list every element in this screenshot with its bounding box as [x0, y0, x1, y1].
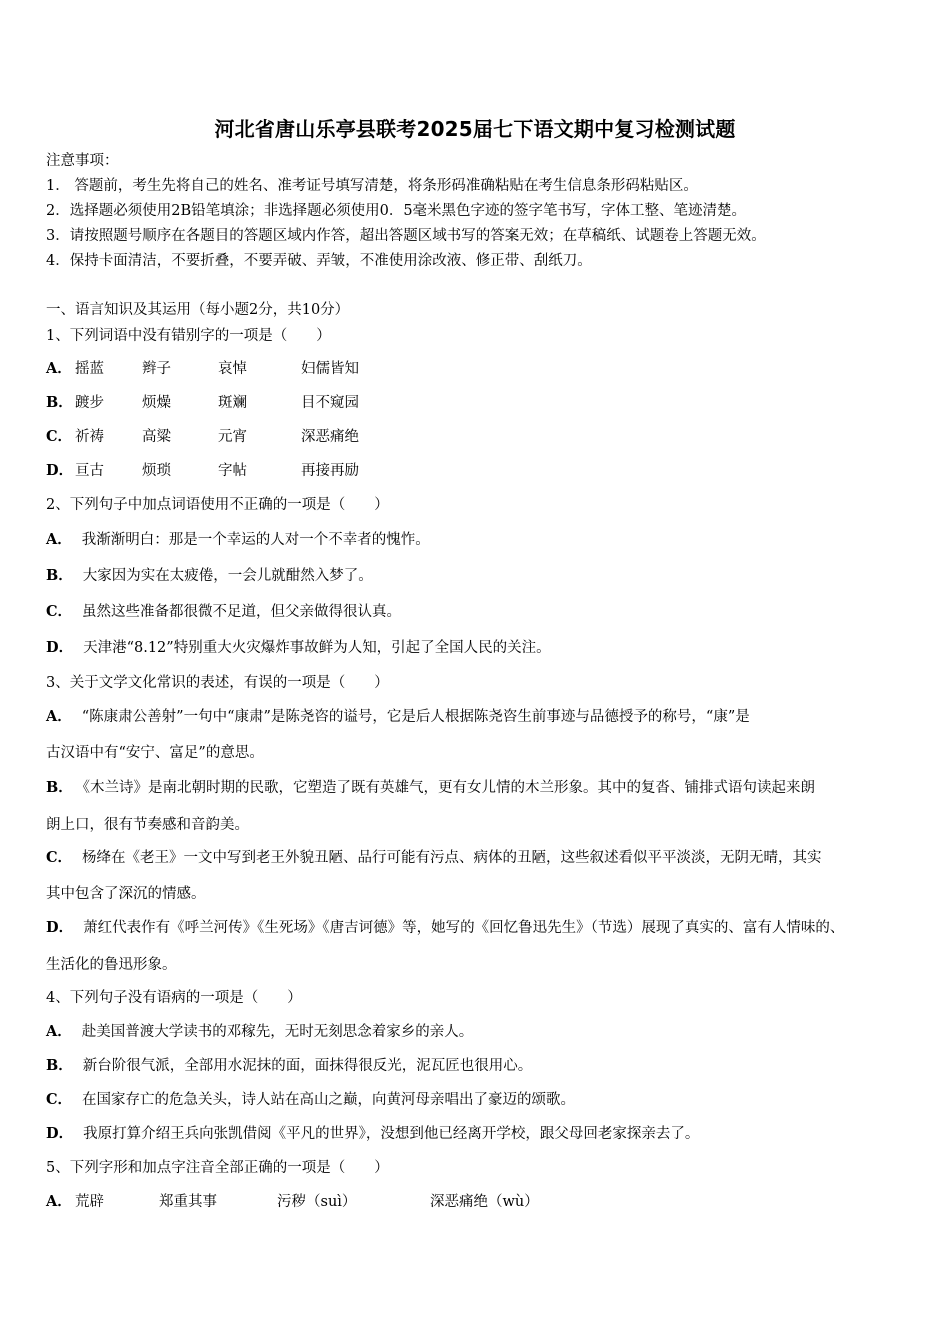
question-4-option-c: C． 在国家存亡的危急关头，诗人站在高山之巅，向黄河母亲唱出了豪迈的颂歌。 [46, 1091, 576, 1108]
question-2-option-c: C． 虽然这些准备都很微不足道，但父亲做得很认真。 [46, 603, 402, 620]
notice-item-3: 3．请按照题号顺序在各题目的答题区域内作答，超出答题区域书写的答案无效；在草稿纸、试题卷上答题无效。 [46, 228, 766, 244]
question-1-stem: 1、下列词语中没有错别字的一项是（ ） [46, 328, 331, 344]
section-heading: 一、语言知识及其运用（每小题2分，共10分） [46, 302, 350, 318]
notice-item-2: 2．选择题必须使用2B铅笔填涂；非选择题必须使用0．5毫米黑色字迹的签字笔书写，字体工整、笔迹清楚。 [46, 203, 747, 219]
question-4-option-d: D． 我原打算介绍王兵向张凯借阅《平凡的世界》，没想到他已经离开学校，跟父母回老家探亲去了。 [46, 1125, 700, 1142]
notice-item-1: 1． 答题前，考生先将自己的姓名、准考证号填写清楚，将条形码准确粘贴在考生信息条形码粘贴区。 [46, 178, 698, 194]
question-2-option-b: B． 大家因为实在太疲倦，一会儿就酣然入梦了。 [46, 567, 373, 584]
page-title: 河北省唐山乐亭县联考2025届七下语文期中复习检测试题 [214, 117, 736, 141]
question-2-stem: 2、下列句子中加点词语使用不正确的一项是（ ） [46, 497, 389, 513]
question-5-stem: 5、下列字形和加点字注音全部正确的一项是（ ） [46, 1160, 389, 1176]
question-3-stem: 3、关于文学文化常识的表述，有误的一项是（ ） [46, 675, 389, 691]
notice-heading: 注意事项： [46, 153, 119, 169]
question-2-option-a: A． 我渐渐明白：那是一个幸运的人对一个不幸者的愧怍。 [46, 531, 430, 548]
question-4-stem: 4、下列句子没有语病的一项是（ ） [46, 990, 302, 1006]
question-4-option-b: B． 新台阶很气派，全部用水泥抹的面，面抹得很反光，泥瓦匠也很用心。 [46, 1057, 533, 1074]
question-4-option-a: A． 赴美国普渡大学读书的邓稼先，无时无刻思念着家乡的亲人。 [46, 1023, 474, 1040]
question-2-option-d: D． 天津港“8.12”特别重大火灾爆炸事故鲜为人知，引起了全国人民的关注。 [46, 639, 551, 656]
notice-item-4: 4．保持卡面清洁，不要折叠，不要弄破、弄皱，不准使用涂改液、修正带、刮纸刀。 [46, 253, 592, 269]
exam-page: 河北省唐山乐亭县联考2025届七下语文期中复习检测试题 注意事项： 1． 答题前，考生先将自己的姓名、准考证号填写清楚，将条形码准确粘贴在考生信息条形码粘贴区。 2．选择题必须使用2B铅笔填涂；非选择题必须使用0．5毫米黑色字迹的签字笔书写，字体工整、笔迹清楚。 3．请按照题号顺序在各题目的答题区域内作答，超出答题区域书写的答案无效；在草稿纸、试题卷上答题无效。 4．保持卡面清洁，不要折叠，不要弄破、弄皱，不准使用涂改液、修正带、刮纸刀。 一、语言知识及其运用（每小题2分，共10分） 1、下列词语中没有错别字的一项是（ ） A． 摇蓝 辫子 哀悼 妇儒皆知 B． 踱步 烦燥 斑斓 目不窥园 C． 祈祷 高粱 元宵 深恶痛绝 D． 亘古 烦琐 字帖 再接再励 2、下列句子中加点词语使用不正确的一项是（ ） A． 我渐渐明白：那是一个幸运的人对一个不幸者的愧怍。 B． 大家因为实在太疲倦，一会儿就酣然入梦了。 C． 虽然这些准备都很微不足道，但父亲做得很认真。 D． 天津港“8.12”特别重大火灾爆炸事故鲜为人知，引起了全国人民的关注。 3、关于文学文化常识的表述，有误的一项是（ ） A． “陈康肃公善射”一句中“康肃”是陈尧咨的谥号，它是后人根据陈尧咨生前事迹与品德授予的称号，“康”是 古汉语中有“安宁、富足”的意思。 B． 《木兰诗》是南北朝时期的民歌，它塑造了既有英雄气，更有女儿情的木兰形象。其中的复沓、铺排式语句读起来朗 朗上口，很有节奏感和音韵美。 C． 杨绛在《老王》一文中写到老王外貌丑陋、品行可能有污点、病体的丑陋，这些叙述看似平平淡淡，无阴无晴，其实 其中包含了深沉的情感。 D． 萧红代表作有《呼兰河传》《生死场》《唐吉诃德》等，她写的《回忆鲁迅先生》（节选）展现了真实的、富有人情味的、 生活化的鲁迅形象。 4、下列句子没有语病的一项是（ ） A． 赴美国普渡大学读书的邓稼先，无时无刻思念着家乡的亲人。 B． 新台阶很气派，全部用水泥抹的面，面抹得很反光，泥瓦匠也很用心。 C． 在国家存亡的危急关头，诗人站在高山之巅，向黄河母亲唱出了豪迈的颂歌。 D． 我原打算介绍王兵向张凯借阅《平凡的世界》，没想到他已经离开学校，跟父母回老家探亲去了。 5、下列字形和加点字注音全部正确的一项是（ ） A． 荒辟 郑重其事 污秽（suì） 深恶痛绝（wù） [0, 0, 950, 1344]
